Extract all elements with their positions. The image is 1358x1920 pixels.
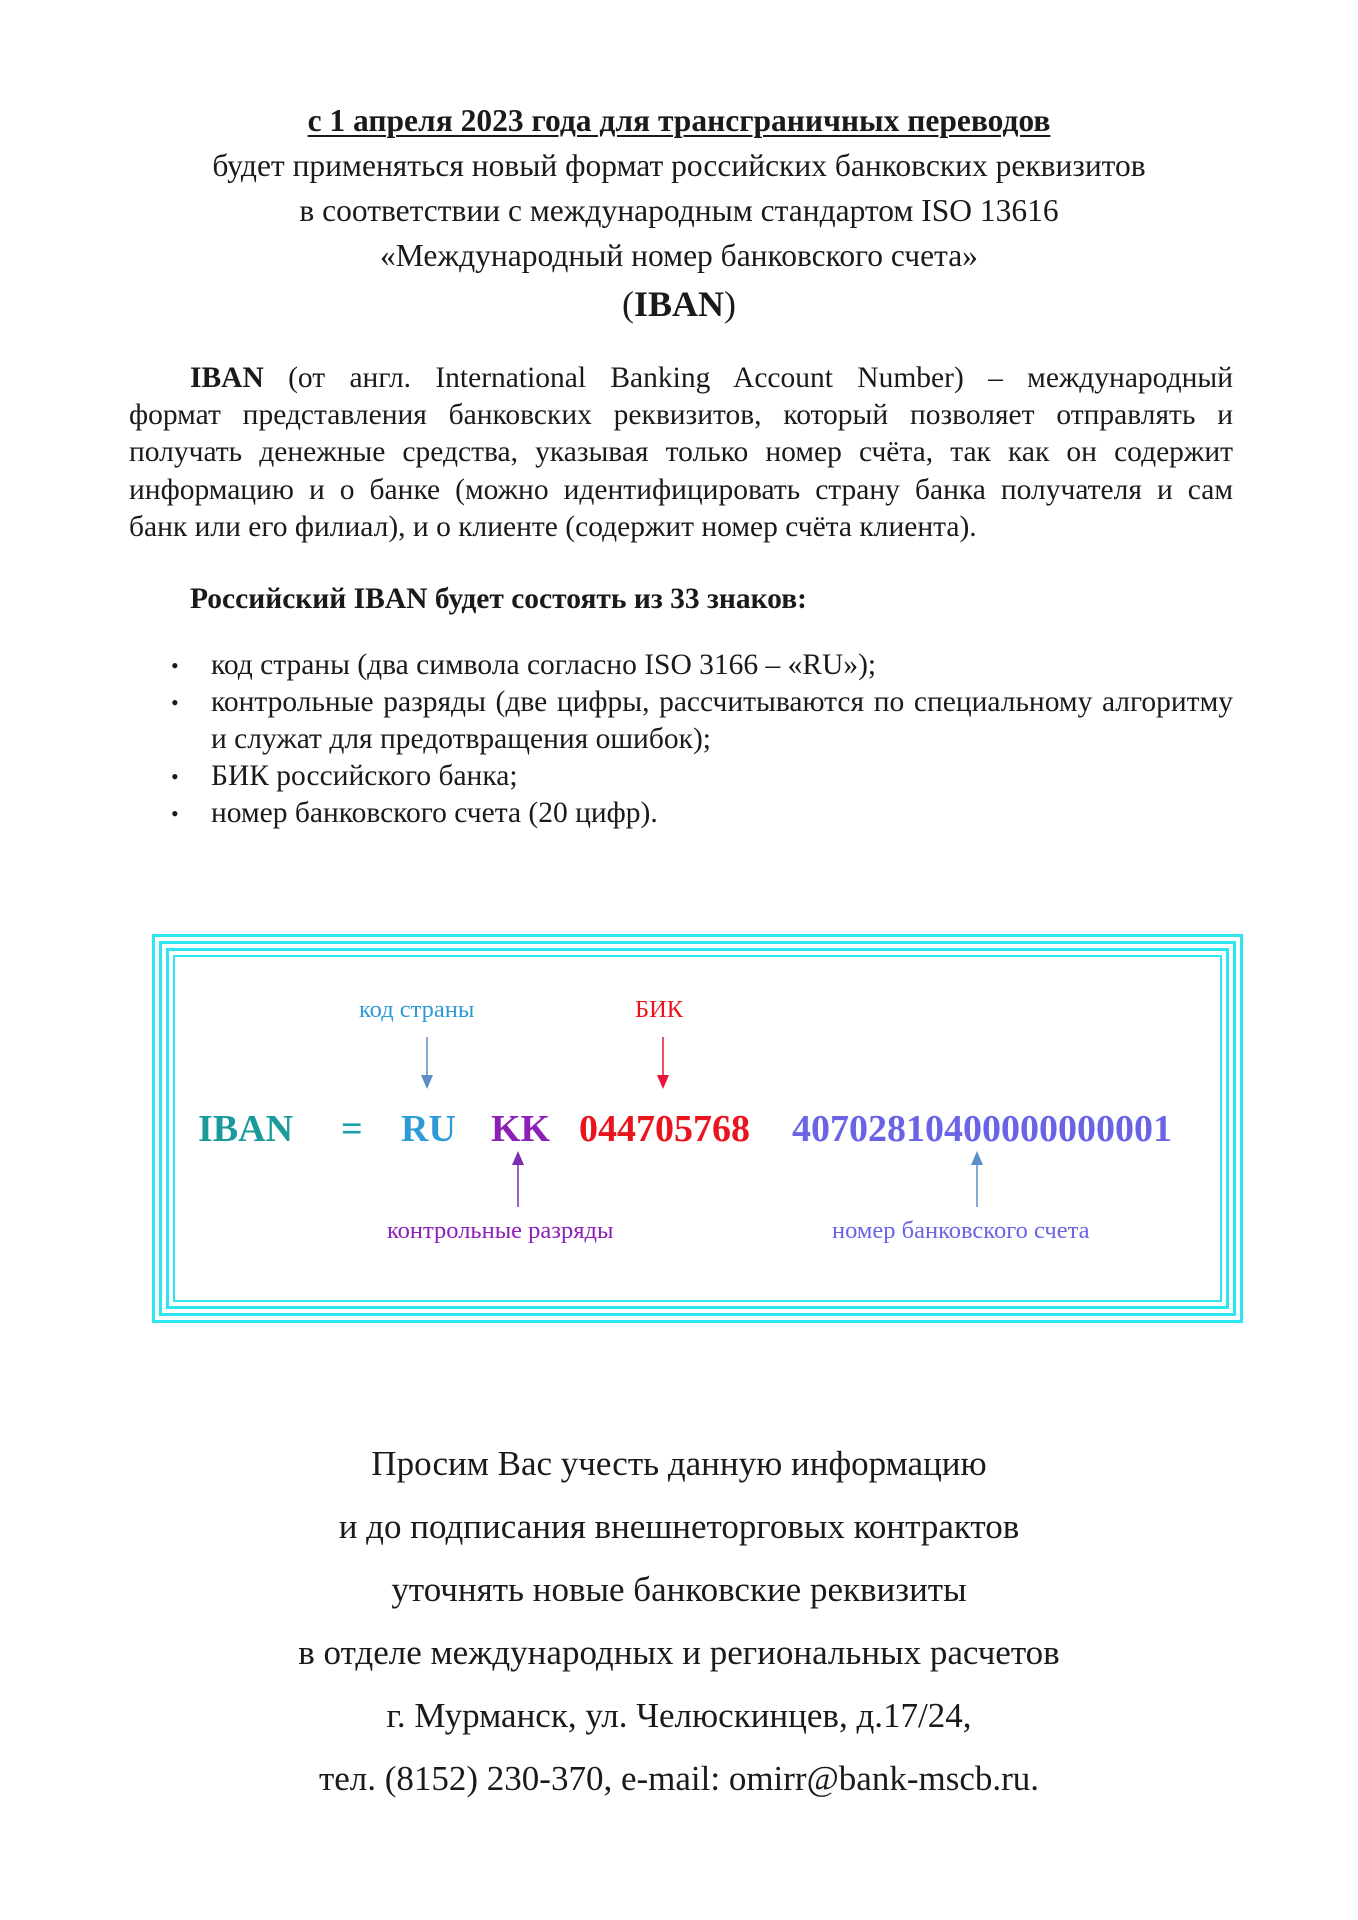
definition-line — [129, 509, 1233, 546]
closing-line: в отделе международных и региональных расчетов — [298, 1633, 1060, 1672]
definition-line-text: получать денежные средства, указывая только номер счёта, так как он содержит — [129, 436, 1233, 469]
country-code-value: RU — [401, 1108, 456, 1150]
header-line-format: будет применяться новый формат российских банковских реквизитов — [212, 148, 1146, 183]
arrow-up-icon-check — [512, 1151, 524, 1207]
bullet-icon: • — [171, 801, 179, 826]
label-account-number: номер банковского счета — [832, 1217, 1090, 1244]
notice-title: с 1 апреля 2023 года для трансграничных переводов — [307, 103, 1051, 138]
closing-contacts: тел. (8152) 230-370, e-mail: omirr@bank-mscb.ru. — [318, 1759, 1040, 1798]
header-iban-abbreviation — [0, 280, 1358, 328]
label-check-digits: контрольные разряды — [387, 1217, 614, 1244]
definition-line-text: информацию и о банке (можно идентифицировать страну банка получателя и сам — [129, 473, 1233, 506]
list-item-text: код страны (два символа согласно ISO 3166 – «RU»); — [211, 649, 877, 681]
list-item-text: контрольные разряды (две цифры, рассчитываются по специальному алгоритму и служат для предотвращения ошибок); — [211, 686, 1233, 755]
header-line-standard: в соответствии с международным стандартом ISO 13616 — [299, 193, 1059, 228]
definition-line — [129, 397, 1233, 434]
label-country-code: код страны — [359, 996, 475, 1023]
iban-components-list — [165, 647, 1233, 832]
diagram-arrows — [155, 937, 1246, 1326]
iban-structure-diagram — [152, 934, 1243, 1323]
iban-definition-paragraph — [129, 360, 1233, 546]
list-item-text: номер банковского счета (20 цифр). — [211, 797, 658, 829]
arrow-up-icon-account — [971, 1151, 983, 1207]
closing-line: Просим Вас учесть данную информацию — [371, 1444, 987, 1483]
definition-line-text: (от англ. International Banking Account Number) – международный — [263, 362, 1233, 394]
definition-line — [129, 360, 1233, 397]
list-item-text: БИК российского банка; — [211, 760, 518, 792]
notice-header — [0, 98, 1358, 328]
equals-sign: = — [341, 1108, 363, 1150]
header-line-name: «Международный номер банковского счета» — [380, 238, 978, 273]
arrow-down-icon-bik — [657, 1037, 669, 1089]
definition-line-text: формат представления банковских реквизитов, который позволяет отправлять и — [129, 399, 1233, 432]
closing-address: г. Мурманск, ул. Челюскинцев, д.17/24, — [386, 1696, 972, 1735]
list-item — [165, 647, 1233, 684]
closing-line: уточнять новые банковские реквизиты — [391, 1570, 967, 1609]
composition-heading: Российский IBAN будет состоять из 33 знаков: — [190, 583, 807, 615]
contact-notice — [0, 1432, 1358, 1810]
iban-abbreviation: IBAN — [633, 284, 725, 324]
account-number-value: 40702810400000000001 — [792, 1108, 1172, 1150]
iban-word: IBAN — [198, 1108, 294, 1150]
iban-open-paren: ( — [621, 284, 634, 324]
definition-term: IBAN — [190, 362, 264, 394]
arrow-down-icon-country — [421, 1037, 433, 1089]
list-item — [165, 758, 1233, 795]
check-digits-value: KK — [491, 1108, 551, 1150]
definition-line — [129, 472, 1233, 509]
label-bik: БИК — [635, 996, 684, 1023]
list-item — [165, 684, 1233, 758]
closing-line: и до подписания внешнеторговых контрактов — [338, 1507, 1020, 1546]
list-item — [165, 795, 1233, 832]
bullet-icon: • — [171, 764, 179, 789]
definition-line — [129, 434, 1233, 471]
iban-close-paren: ) — [724, 284, 737, 324]
bullet-icon: • — [171, 653, 179, 678]
bullet-icon: • — [171, 690, 179, 715]
definition-line-text: банк или его филиал), и о клиенте (содержит номер счёта клиента). — [129, 510, 977, 543]
bik-value: 044705768 — [579, 1108, 750, 1150]
